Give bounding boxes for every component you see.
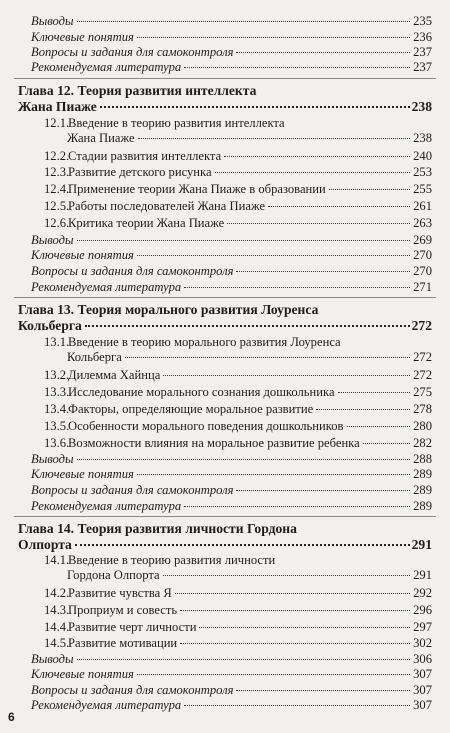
- entry-title: Выводы: [31, 14, 74, 28]
- toc-subentry-continuation: [67, 568, 432, 583]
- leader-dots: [180, 643, 410, 644]
- leader-dots: [199, 627, 410, 628]
- chapter-page: 291: [411, 537, 432, 552]
- entry-page: 271: [413, 280, 432, 294]
- leader-dots: [75, 544, 410, 546]
- entry-title: Рекомендуемая литература: [31, 499, 182, 513]
- entry-title-cont: Кольберга: [67, 350, 122, 364]
- section-divider: [14, 78, 436, 79]
- leader-dots: [85, 325, 410, 327]
- toc-entry: [31, 698, 432, 713]
- toc-entry: [31, 60, 432, 75]
- entry-page: 296: [413, 603, 432, 617]
- entry-page: 235: [413, 14, 432, 28]
- section-number: 13.3.: [44, 385, 70, 399]
- leader-dots: [236, 490, 410, 491]
- entry-title: Исследование морального сознания дошкольника: [68, 385, 335, 399]
- toc-subentry: [44, 216, 432, 231]
- toc-entry: [31, 233, 432, 248]
- section-number: 13.4.: [44, 402, 70, 416]
- entry-title: Выводы: [31, 452, 74, 466]
- leader-dots: [137, 255, 410, 256]
- chapter-13-title-line2: [18, 318, 432, 333]
- leader-dots: [338, 392, 410, 393]
- entry-title: Введение в теорию развития личности: [68, 553, 276, 567]
- toc-entry: [31, 30, 432, 45]
- entry-page: 289: [413, 499, 432, 513]
- toc-entry: [31, 652, 432, 667]
- section-number: 13.6.: [44, 436, 70, 450]
- toc-subentry: [44, 385, 432, 400]
- entry-title: Развитие черт личности: [68, 620, 197, 634]
- leader-dots: [236, 271, 410, 272]
- chapter-14-title: Глава 14. Теория развития личности Гордона: [18, 521, 297, 536]
- entry-page: 270: [413, 248, 432, 262]
- toc-subentry: [44, 603, 432, 618]
- entry-page: 307: [413, 683, 432, 697]
- toc-entry: [31, 280, 432, 295]
- section-number: 14.3.: [44, 603, 70, 617]
- entry-title: Вопросы и задания для самоконтроля: [31, 45, 234, 59]
- entry-page: 261: [413, 199, 432, 213]
- chapter-title-text: Жана Пиаже: [18, 99, 97, 114]
- chapter-14-title-line2: [18, 537, 432, 552]
- leader-dots: [137, 37, 410, 38]
- entry-title: Рекомендуемая литература: [31, 60, 182, 74]
- toc-entry: [31, 667, 432, 682]
- entry-page: 288: [413, 452, 432, 466]
- entry-title: Ключевые понятия: [31, 248, 134, 262]
- entry-title: Факторы, определяющие моральное развитие: [68, 402, 314, 416]
- entry-page: 238: [413, 131, 432, 145]
- entry-page: 280: [413, 419, 432, 433]
- toc-subentry-first-line: [44, 553, 432, 568]
- toc-entry: [31, 483, 432, 498]
- section-number: 14.2.: [44, 586, 70, 600]
- section-number: 12.5.: [44, 199, 70, 213]
- entry-page: 255: [413, 182, 432, 196]
- chapter-12-title: Глава 12. Теория развития интеллекта: [18, 83, 257, 98]
- section-number: 13.5.: [44, 419, 70, 433]
- entry-page: 270: [413, 264, 432, 278]
- entry-title: Вопросы и задания для самоконтроля: [31, 683, 234, 697]
- page-number: 6: [8, 710, 15, 724]
- entry-page: 263: [413, 216, 432, 230]
- entry-page: 269: [413, 233, 432, 247]
- toc-entry: [31, 683, 432, 698]
- leader-dots: [100, 106, 410, 108]
- toc-entry: [31, 45, 432, 60]
- entry-page: 275: [413, 385, 432, 399]
- toc-subentry: [44, 368, 432, 383]
- toc-subentry: [44, 182, 432, 197]
- chapter-title-text: Кольберга: [18, 318, 82, 333]
- entry-page: 291: [413, 568, 432, 582]
- toc-entry: [31, 248, 432, 263]
- chapter-12-title-line2: [18, 99, 432, 114]
- entry-page: 278: [413, 402, 432, 416]
- toc-entry: [31, 452, 432, 467]
- entry-page: 240: [413, 149, 432, 163]
- toc-subentry: [44, 436, 432, 451]
- toc-subentry: [44, 402, 432, 417]
- section-number: 12.6.: [44, 216, 70, 230]
- toc-entry: [31, 499, 432, 514]
- leader-dots: [137, 674, 410, 675]
- entry-title: Выводы: [31, 233, 74, 247]
- section-divider: [14, 297, 436, 298]
- entry-title-cont: Гордона Олпорта: [67, 568, 160, 582]
- entry-title: Дилемма Хайнца: [68, 368, 161, 382]
- leader-dots: [77, 240, 410, 241]
- leader-dots: [77, 659, 410, 660]
- entry-page: 253: [413, 165, 432, 179]
- entry-page: 282: [413, 436, 432, 450]
- leader-dots: [77, 21, 410, 22]
- section-number: 14.4.: [44, 620, 70, 634]
- toc-entry: [31, 264, 432, 279]
- toc-subentry-continuation: [67, 350, 432, 365]
- entry-title: Выводы: [31, 652, 74, 666]
- toc-subentry: [44, 419, 432, 434]
- leader-dots: [184, 705, 410, 706]
- leader-dots: [329, 189, 410, 190]
- entry-title-cont: Жана Пиаже: [67, 131, 135, 145]
- entry-page: 302: [413, 636, 432, 650]
- entry-page: 272: [413, 368, 432, 382]
- entry-title: Развитие детского рисунка: [68, 165, 212, 179]
- entry-page: 289: [413, 467, 432, 481]
- entry-page: 237: [413, 60, 432, 74]
- entry-title: Особенности морального поведения дошкольников: [68, 419, 344, 433]
- leader-dots: [138, 138, 410, 139]
- toc-subentry-continuation: [67, 131, 432, 146]
- entry-title: Ключевые понятия: [31, 667, 134, 681]
- entry-title: Проприум и совесть: [68, 603, 178, 617]
- entry-page: 297: [413, 620, 432, 634]
- chapter-13-title: Глава 13. Теория морального развития Лоуренса: [18, 302, 319, 317]
- leader-dots: [224, 156, 410, 157]
- entry-page: 272: [413, 350, 432, 364]
- leader-dots: [180, 610, 410, 611]
- entry-title: Вопросы и задания для самоконтроля: [31, 264, 234, 278]
- entry-title: Введение в теорию морального развития Лоуренса: [68, 335, 341, 349]
- leader-dots: [125, 357, 410, 358]
- leader-dots: [77, 459, 410, 460]
- toc-subentry: [44, 636, 432, 651]
- entry-page: 237: [413, 45, 432, 59]
- leader-dots: [236, 690, 410, 691]
- section-divider: [14, 516, 436, 517]
- chapter-title-text: Олпорта: [18, 537, 72, 552]
- entry-title: Развитие мотивации: [68, 636, 178, 650]
- leader-dots: [137, 474, 410, 475]
- entry-title: Применение теории Жана Пиаже в образовании: [68, 182, 326, 196]
- leader-dots: [236, 52, 410, 53]
- toc-subentry-first-line: [44, 335, 432, 350]
- entry-title: Критика теории Жана Пиаже: [68, 216, 225, 230]
- entry-page: 292: [413, 586, 432, 600]
- entry-page: 236: [413, 30, 432, 44]
- entry-title: Рекомендуемая литература: [31, 280, 182, 294]
- toc-subentry: [44, 165, 432, 180]
- leader-dots: [184, 67, 410, 68]
- toc-subentry: [44, 149, 432, 164]
- section-number: 12.3.: [44, 165, 70, 179]
- entry-page: 289: [413, 483, 432, 497]
- entry-title: Ключевые понятия: [31, 467, 134, 481]
- leader-dots: [175, 593, 410, 594]
- entry-page: 307: [413, 698, 432, 712]
- entry-title: Стадии развития интеллекта: [68, 149, 222, 163]
- entry-title: Вопросы и задания для самоконтроля: [31, 483, 234, 497]
- leader-dots: [215, 172, 410, 173]
- toc-subentry-first-line: [44, 116, 432, 131]
- toc-entry: [31, 14, 432, 29]
- entry-page: 307: [413, 667, 432, 681]
- entry-title: Введение в теорию развития интеллекта: [68, 116, 285, 130]
- toc-subentry: [44, 199, 432, 214]
- section-number: 12.1.: [44, 116, 70, 130]
- entry-title: Возможности влияния на моральное развитие ребенка: [68, 436, 360, 450]
- entry-title: Рекомендуемая литература: [31, 698, 182, 712]
- leader-dots: [268, 206, 410, 207]
- leader-dots: [316, 409, 410, 410]
- chapter-page: 272: [411, 318, 432, 333]
- leader-dots: [184, 506, 410, 507]
- entry-title: Ключевые понятия: [31, 30, 134, 44]
- toc-subentry: [44, 586, 432, 601]
- chapter-page: 238: [411, 99, 432, 114]
- entry-page: 306: [413, 652, 432, 666]
- section-number: 14.5.: [44, 636, 70, 650]
- section-number: 12.4.: [44, 182, 70, 196]
- section-number: 12.2.: [44, 149, 70, 163]
- leader-dots: [347, 426, 411, 427]
- leader-dots: [227, 223, 410, 224]
- entry-title: Развитие чувства Я: [68, 586, 172, 600]
- entry-title: Работы последователей Жана Пиаже: [68, 199, 266, 213]
- toc-entry: [31, 467, 432, 482]
- leader-dots: [184, 287, 410, 288]
- section-number: 13.1.: [44, 335, 70, 349]
- leader-dots: [363, 443, 410, 444]
- section-number: 13.2.: [44, 368, 70, 382]
- toc-subentry: [44, 620, 432, 635]
- section-number: 14.1.: [44, 553, 70, 567]
- leader-dots: [163, 575, 410, 576]
- leader-dots: [163, 375, 410, 376]
